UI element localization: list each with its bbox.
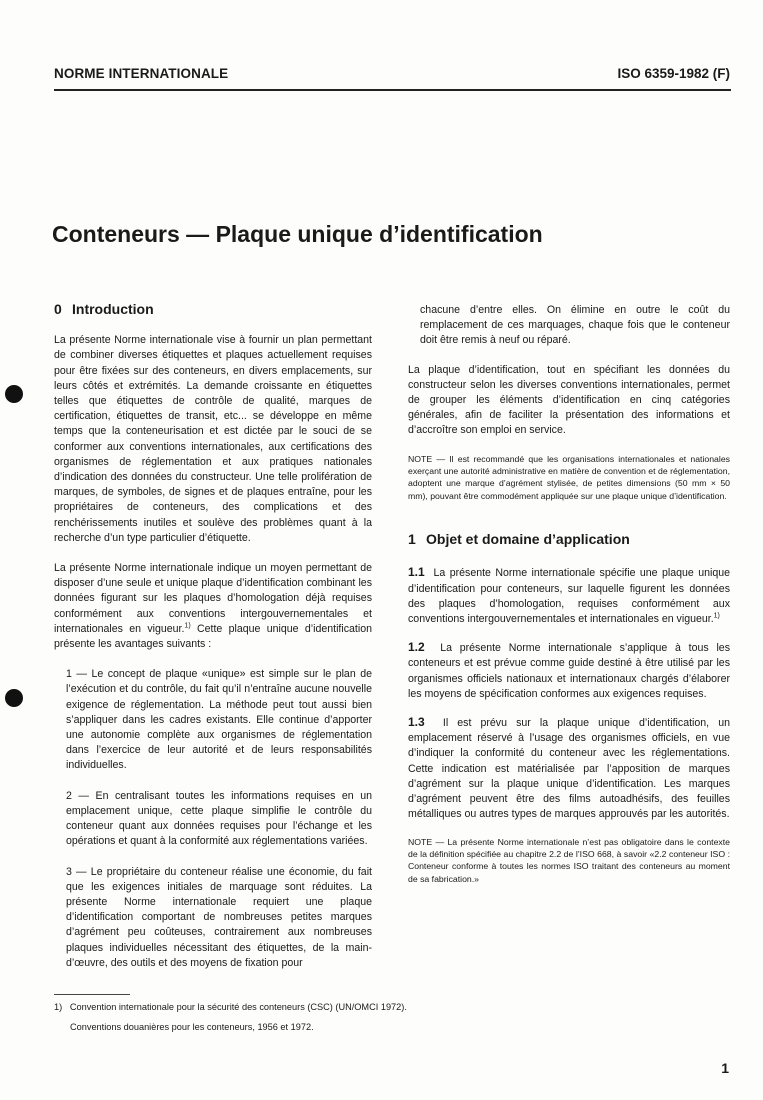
advantage-item-3: 3 — Le propriétaire du conteneur réalise une économie, du fait que les exigences initiales de marquage sont réduites. La présente Norme internationale requiert une plaque d’identification comportant de nombreuses petites marques d’agrément peu coûteuses, contrairement aux nombreuses plaques individuelles nécessitant des étiquettes, de la main-d’œuvre, des outils et des moyens de fixation pour (66, 865, 372, 969)
advantage-item-1: 1 — Le concept de plaque «unique» est simple sur le plan de l’exécution et du contrôle, du fait qu’il n’entraîne aucune nouvelle exigence de réglementation. La méthode peut tout aussi bien s’appliquer dans les cadres existants. Elle continue d’apporter une autonomie complète aux organismes de réglementation dans l’exercice de leur autorité et de leurs responsabilités individuelles. (66, 668, 372, 772)
intro-paragraph-3: La plaque d’identification, tout en spécifiant les données du constructeur selon les diverses conventions internationales, permet de grouper les éléments d’identification en cinq catégories générales, afin de faciliter la présentation des informations et d’accroître son emploi en service. (408, 363, 730, 437)
advantage-item-2: 2 — En centralisant toutes les informations requises en un emplacement unique, cette plaque simplifie le contrôle du conteneur quant aux données requises pour l’échange et les opérations et quant à la conformité aux réglementations variées. (66, 789, 372, 848)
right-column (408, 303, 730, 885)
document-type-label: NORME INTERNATIONALE (54, 66, 229, 81)
margin-bullet-mark (5, 689, 23, 707)
clause-1-1 (408, 565, 730, 627)
clause-1-1-text: La présente Norme internationale spécifie une plaque unique d’identification pour conteneurs, sur laquelle figurent les données des plaques d’homologation, requises conformément aux conventions intergouvernementales et internationales en vigueur. (408, 567, 731, 626)
footnote-line-1: Convention internationale pour la sécurité des conteneurs (CSC) (UN/OMCI 1972). (69, 1002, 407, 1012)
footnote-ref: 1) (713, 612, 720, 620)
footnote-marker: 1) (54, 1002, 63, 1012)
clause-number: 1.2 (408, 640, 425, 655)
page-number: 1 (721, 1060, 729, 1076)
clause-1-3-text: Il est prévu sur la plaque unique d’identification, un emplacement réservé à l’usage des organismes officiels, en vue d’indiquer la conformité du conteneur avec les réglementations. Cette indication est matérialisée par l’apposition de marques d’agrément sur la plaque unique d’identification. Les marques d’agrément peuvent être des films autoadhésifs, des feuilles métalliques ou autres types de marques approuvés par les autorités. (408, 717, 730, 821)
clause-number: 1.1 (408, 565, 425, 580)
section-number: 1 (408, 531, 416, 548)
footnote-ref: 1) (184, 622, 191, 630)
document-title: Conteneurs — Plaque unique d’identification (52, 221, 543, 247)
intro-note: NOTE — Il est recommandé que les organisations internationales et nationales exerçant une autorité administrative en matière de convention et de réglementation, adoptent une marque d’agrément stylisée, de petites dimensions (50 mm × 50 mm), pouvant être commodément appliquée sur une plaque unique d’identification. (408, 453, 730, 501)
section-title: Introduction (72, 301, 154, 317)
clause-1-2-text: La présente Norme internationale s’applique à tous les conteneurs et est prévue comme guide destiné à être utilisé par les organismes officiels nationaux et internationaux chargés d’élaborer les moyens de spécification conformes aux exigences requises. (408, 642, 730, 700)
section-heading-introduction (54, 302, 372, 317)
header-rule-bottom (54, 89, 731, 91)
intro-paragraph-2 (54, 561, 372, 652)
section-heading-scope (408, 532, 730, 547)
intro-paragraph-2-tail: Cette plaque unique d’identification présente les avantages suivants : (54, 622, 372, 651)
footnote-rule (54, 994, 130, 995)
intro-paragraph-1: La présente Norme internationale vise à fournir un plan permettant de combiner diverses étiquettes et plaques actuellement requises pour être fixées sur des conteneurs, en divers emplacements, sur leurs côtés et extrémités. La demande croissante en étiquettes telles que étiquettes de contrôle de qualité, marques de certification, étiquettes de transit, etc... se développe en même temps que la conteneurisation et est dictée par le souci de se conformer aux conventions internationales, aux certifications des organismes de réglementation et aux pratiques nationales d’indication des données du constructeur. Une telle prolifération de marques, de symboles, de signes et de plaques entraîne, pour les propriétaires de conteneurs, des complications et des renchérissements inutiles et soulève des problèmes quant à la recherche d’un type particulier d’étiquette. (54, 334, 372, 544)
intro-paragraph-2-text: La présente Norme internationale indique un moyen permettant de disposer d’une seule et unique plaque d’identification combinant les données figurant sur les plaques d’homologation déjà requises conformément aux conventions intergouvernementales et internationales en vigueur. (54, 562, 372, 635)
clause-1-3 (408, 715, 730, 822)
section-number: 0 (54, 301, 62, 317)
advantage-item-3-continued: chacune d’entre elles. On élimine en outre le coût du remplacement de ces marquages, chaque fois que le conteneur doit être remis à neuf ou réparé. (420, 304, 730, 347)
scope-note: NOTE — La présente Norme internationale n’est pas obligatoire dans le contexte de la définition spécifiée au chapitre 2.2 de l’ISO 668, à savoir «2.2 conteneur ISO : Conteneur conforme à toutes les normes ISO traitant des conteneurs au moment de sa fabrication.» (408, 836, 730, 884)
clause-1-2 (408, 640, 730, 702)
footnote-line-2: Conventions douanières pour les conteneurs, 1956 et 1972. (70, 1022, 314, 1032)
margin-bullet-mark (5, 385, 23, 403)
section-title: Objet et domaine d’application (426, 531, 630, 548)
clause-number: 1.3 (408, 715, 425, 730)
left-column (54, 302, 372, 971)
document-reference: ISO 6359-1982 (F) (617, 66, 730, 81)
footnote-1 (54, 1001, 407, 1014)
